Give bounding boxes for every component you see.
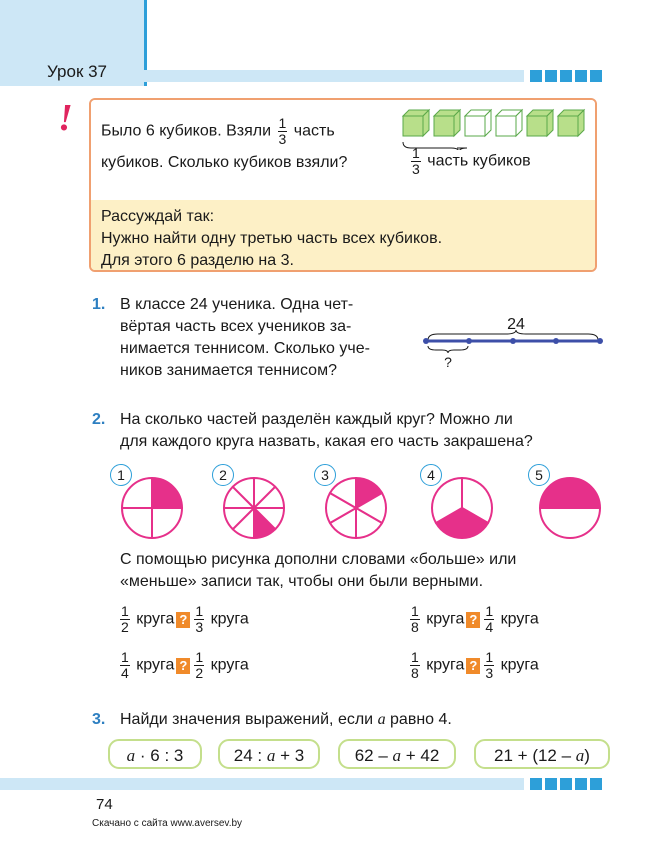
task-number: 2. [92, 411, 106, 428]
question-mark-box: ? [176, 612, 190, 628]
task2-instruction: С помощью рисунка дополни словами «больше» или «меньше» записи так, чтобы они были верными. [120, 551, 517, 590]
header-square [530, 70, 542, 82]
fraction-circle [432, 478, 492, 538]
comparison-2: $\frac{1}{8}$ круга ? $\frac{1}{4}$ круга [411, 603, 539, 635]
segment-point [597, 338, 603, 344]
task-number: 1. [92, 296, 106, 313]
fraction-circle [224, 478, 284, 538]
cube [403, 110, 429, 136]
task3-text: Найди значения выражений, если a равно 4. [120, 711, 452, 728]
problem-line-2: кубиков. Сколько кубиков взяли? [101, 154, 348, 171]
reason-line-2: Для этого 6 разделю на 3. [101, 252, 294, 269]
lesson-title: Урок 37 [47, 62, 108, 81]
fraction-circle [326, 478, 386, 538]
fraction: $\frac{1}{3}$ [412, 145, 420, 177]
question-mark-box: ? [176, 658, 190, 674]
rule-box [89, 98, 597, 272]
circle-sector [152, 508, 182, 538]
header-square [560, 70, 572, 82]
segment-diagram [418, 310, 608, 372]
reason-title: Рассуждай так: [101, 208, 215, 225]
cube [558, 110, 584, 136]
footer-square [545, 778, 557, 790]
header-square [590, 70, 602, 82]
circle-number-label: 2 [212, 464, 234, 486]
circle-number-label: 4 [420, 464, 442, 486]
circle-sector [152, 478, 182, 508]
source-note: Скачано с сайта www.aversev.by [92, 818, 243, 829]
cube [496, 110, 522, 136]
circle-number-label: 1 [110, 464, 132, 486]
fraction-circle [540, 478, 600, 538]
cube [527, 110, 553, 136]
segment-point [466, 338, 472, 344]
task-number: 3. [92, 711, 106, 728]
comparison-1: $\frac{1}{2}$ круга ? $\frac{1}{3}$ круга [121, 603, 249, 635]
task2-text: На сколько частей разделён каждый круг? Можно ли для каждого круга назвать, какая его часть закрашена? [120, 411, 533, 450]
cube [434, 110, 460, 136]
cube [465, 110, 491, 136]
comparison-4: $\frac{1}{8}$ круга ? $\frac{1}{3}$ круга [411, 649, 539, 681]
footer-square [530, 778, 542, 790]
circle-sector [122, 508, 152, 538]
fraction: $\frac{1}{3}$ [278, 115, 287, 147]
segment-point [423, 338, 429, 344]
footer-bar [0, 778, 524, 790]
footer-square [575, 778, 587, 790]
problem-line-1: Было 6 кубиков. Взяли $\frac{1}{3}$ часть [101, 115, 335, 147]
expression-1: a · 6 : 3 [108, 739, 202, 769]
task1-text: В классе 24 ученика. Одна чет- вёртая часть всех учеников за- нимается теннисом. Сколько уче- ников занимается теннисом? [120, 296, 370, 379]
expression-2: 24 : a + 3 [218, 739, 320, 769]
question-mark-box: ? [466, 612, 480, 628]
expression-3: 62 – a + 42 [338, 739, 456, 769]
cubes-caption: $\frac{1}{3}$ часть кубиков [412, 145, 531, 177]
cubes-illustration [399, 108, 591, 150]
segment-point [553, 338, 559, 344]
segment-total-label: 24 [507, 316, 525, 333]
part-brace [428, 346, 468, 353]
header-bar [144, 70, 524, 82]
attention-icon: ! [58, 97, 73, 139]
circle-sector [540, 478, 600, 508]
circle-sector [540, 508, 600, 538]
segment-question-label: ? [444, 354, 452, 370]
footer-square [590, 778, 602, 790]
circle-number-label: 3 [314, 464, 336, 486]
expression-4: 21 + (12 – a) [474, 739, 610, 769]
question-mark-box: ? [466, 658, 480, 674]
header-square [545, 70, 557, 82]
header-square [575, 70, 587, 82]
footer-square [560, 778, 572, 790]
circle-number-label: 5 [528, 464, 550, 486]
reason-line-1: Нужно найти одну третью часть всех кубиков. [101, 230, 443, 247]
page-number: 74 [96, 796, 113, 813]
comparison-3: $\frac{1}{4}$ круга ? $\frac{1}{2}$ круга [121, 649, 249, 681]
segment-point [510, 338, 516, 344]
fraction-circle [122, 478, 182, 538]
